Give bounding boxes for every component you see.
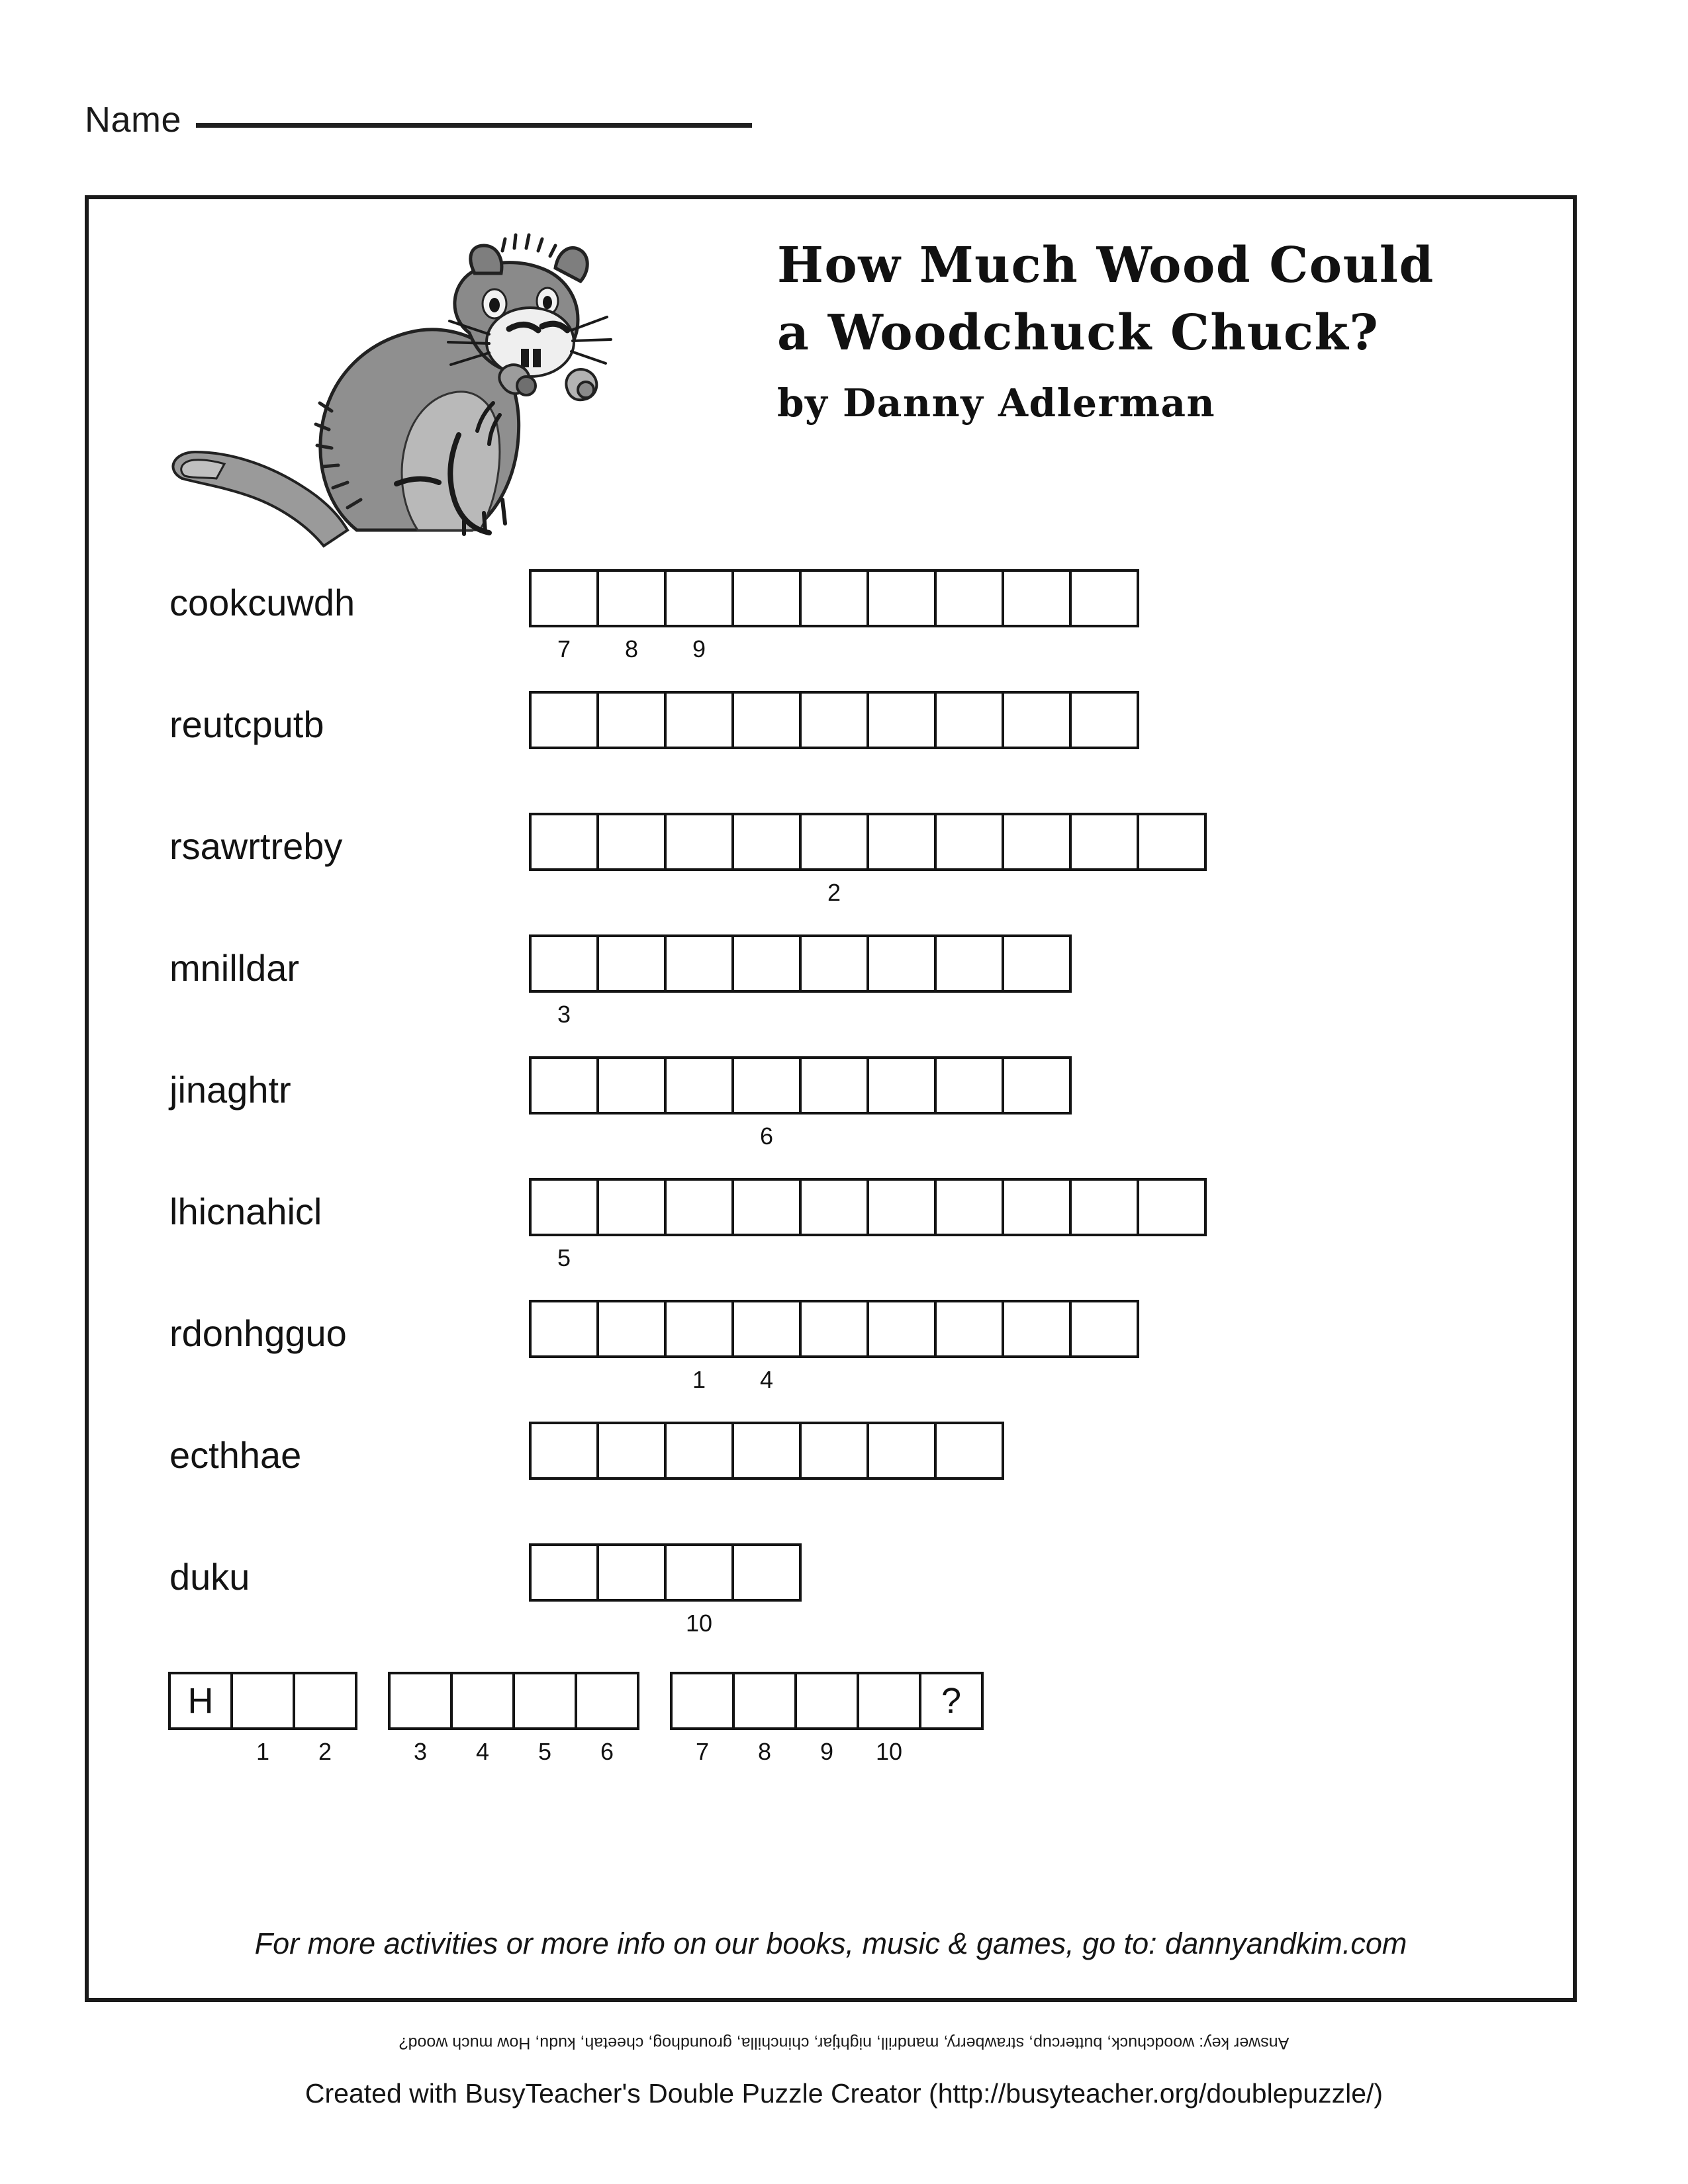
letter-cell[interactable] xyxy=(1002,1178,1072,1236)
letter-cell[interactable] xyxy=(867,1056,937,1115)
letter-cell[interactable] xyxy=(1002,569,1072,627)
cell-index-number: 1 xyxy=(692,1366,706,1393)
puzzle-word-rows xyxy=(89,560,1573,1656)
letter-cell[interactable] xyxy=(1137,1178,1207,1236)
answer-word-group xyxy=(388,1672,639,1765)
letter-cell[interactable] xyxy=(596,813,667,871)
letter-cell[interactable] xyxy=(731,1422,802,1480)
letter-cell[interactable] xyxy=(867,813,937,871)
cell-index-number: 6 xyxy=(759,1122,774,1150)
letter-cell[interactable] xyxy=(596,1300,667,1358)
cell-index-number: 2 xyxy=(827,879,841,906)
answer-cell-number: 8 xyxy=(757,1738,772,1765)
cell-index-number: 4 xyxy=(759,1366,774,1393)
puzzle-frame xyxy=(85,195,1577,2002)
cell-index-number: 8 xyxy=(624,635,639,662)
answer-cell-number: 5 xyxy=(538,1738,552,1765)
letter-cell[interactable] xyxy=(934,569,1004,627)
letter-cell-strip xyxy=(529,1543,802,1637)
letter-cell[interactable] xyxy=(867,691,937,749)
letter-cell[interactable] xyxy=(1069,813,1139,871)
scrambled-word: duku xyxy=(169,1556,250,1598)
letter-cell[interactable] xyxy=(529,1543,599,1602)
letter-cell[interactable] xyxy=(596,569,667,662)
final-answer-groups xyxy=(168,1672,984,1765)
letter-cell[interactable] xyxy=(664,1178,734,1236)
puzzle-row xyxy=(89,1534,1573,1656)
letter-cell[interactable] xyxy=(529,813,599,871)
answer-cell[interactable] xyxy=(857,1672,921,1765)
letter-cell[interactable] xyxy=(596,1543,667,1602)
scrambled-word: reutcputb xyxy=(169,704,324,745)
answer-cell-number: 2 xyxy=(318,1738,332,1765)
answer-cell-number: 1 xyxy=(256,1738,270,1765)
puzzle-row xyxy=(89,1047,1573,1169)
title-block xyxy=(777,237,1558,426)
answer-cell-letter: ? xyxy=(941,1681,962,1721)
letter-cell[interactable] xyxy=(596,1178,667,1236)
name-write-line[interactable] xyxy=(196,123,752,128)
letter-cell[interactable] xyxy=(1002,1056,1072,1115)
answer-cell[interactable] xyxy=(794,1672,859,1765)
answer-cell[interactable] xyxy=(732,1672,797,1765)
letter-cell[interactable] xyxy=(731,1543,802,1602)
letter-cell[interactable] xyxy=(731,691,802,749)
cell-index-number: 5 xyxy=(557,1244,571,1271)
letter-cell[interactable] xyxy=(867,934,937,993)
letter-cell[interactable] xyxy=(934,1300,1004,1358)
letter-cell-strip xyxy=(529,569,1139,662)
puzzle-row xyxy=(89,1412,1573,1534)
answer-cell-number: 3 xyxy=(413,1738,428,1765)
letter-cell[interactable] xyxy=(934,813,1004,871)
letter-cell[interactable] xyxy=(1069,569,1139,627)
answer-word-group xyxy=(168,1672,357,1765)
letter-cell[interactable] xyxy=(1069,1178,1139,1236)
scrambled-word: lhicnahicl xyxy=(169,1191,322,1232)
answer-cell[interactable] xyxy=(168,1672,233,1730)
letter-cell[interactable] xyxy=(1002,934,1072,993)
letter-cell[interactable] xyxy=(799,1300,869,1358)
letter-cell[interactable] xyxy=(664,1543,734,1637)
scrambled-word: jinaghtr xyxy=(169,1069,291,1111)
cell-index-number: 9 xyxy=(692,635,706,662)
letter-cell[interactable] xyxy=(529,1178,599,1271)
scrambled-word: mnilldar xyxy=(169,947,300,989)
letter-cell[interactable] xyxy=(664,1300,734,1393)
letter-cell[interactable] xyxy=(1002,813,1072,871)
letter-cell-strip xyxy=(529,934,1072,1028)
scrambled-word: rsawrtreby xyxy=(169,825,343,867)
cell-index-number: 10 xyxy=(685,1610,713,1637)
letter-cell[interactable] xyxy=(529,1422,599,1480)
scrambled-word: ecthhae xyxy=(169,1434,302,1476)
letter-cell[interactable] xyxy=(1069,1300,1139,1358)
letter-cell[interactable] xyxy=(529,1056,599,1115)
letter-cell-strip xyxy=(529,1422,1004,1480)
letter-cell[interactable] xyxy=(934,1056,1004,1115)
letter-cell[interactable] xyxy=(934,1422,1004,1480)
answer-cell-letter: H xyxy=(187,1681,214,1721)
letter-cell[interactable] xyxy=(799,1422,869,1480)
letter-cell-strip xyxy=(529,1300,1139,1393)
letter-cell[interactable] xyxy=(596,1056,667,1115)
answer-cell-number: 4 xyxy=(475,1738,490,1765)
scrambled-word: rdonhgguo xyxy=(169,1312,347,1354)
letter-cell[interactable] xyxy=(596,1422,667,1480)
answer-key-inverted: Answer key: woodchuck, buttercup, strawberry, mandrill, nightjar, chinchilla, groundhog, cheetah, kudu, How much wood? xyxy=(399,2034,1289,2052)
letter-cell[interactable] xyxy=(867,1300,937,1358)
puzzle-row xyxy=(89,1291,1573,1412)
letter-cell[interactable] xyxy=(867,569,937,627)
letter-cell[interactable] xyxy=(934,691,1004,749)
letter-cell[interactable] xyxy=(1002,1300,1072,1358)
letter-cell-strip xyxy=(529,1056,1072,1150)
cell-index-number: 7 xyxy=(557,635,571,662)
letter-cell[interactable] xyxy=(799,691,869,749)
answer-cell-number: 9 xyxy=(820,1738,834,1765)
letter-cell[interactable] xyxy=(529,691,599,749)
answer-cell[interactable] xyxy=(670,1672,735,1765)
letter-cell[interactable] xyxy=(934,934,1004,993)
worksheet-header xyxy=(89,199,1573,557)
answer-word-group xyxy=(670,1672,984,1765)
creator-credit: Created with BusyTeacher's Double Puzzle Creator (http://busyteacher.org/doublepuzzle/) xyxy=(305,2078,1383,2109)
answer-cell[interactable] xyxy=(919,1672,984,1730)
puzzle-row xyxy=(89,560,1573,682)
letter-cell[interactable] xyxy=(664,1056,734,1115)
letter-cell[interactable] xyxy=(799,1056,869,1115)
scrambled-word: cookcuwdh xyxy=(169,582,355,623)
letter-cell[interactable] xyxy=(731,1178,802,1236)
puzzle-row xyxy=(89,803,1573,925)
letter-cell[interactable] xyxy=(731,934,802,993)
letter-cell[interactable] xyxy=(731,1056,802,1150)
title-line-2: a Woodchuck Chuck? xyxy=(777,304,1380,362)
letter-cell[interactable] xyxy=(1069,691,1139,749)
letter-cell[interactable] xyxy=(799,1178,869,1236)
frame-note: For more activities or more info on our books, music & games, go to: dannyandkim.com xyxy=(254,1927,1407,1960)
answer-cell[interactable] xyxy=(230,1672,295,1765)
letter-cell[interactable] xyxy=(799,934,869,993)
title-line-1: How Much Wood Could xyxy=(777,237,1434,294)
letter-cell[interactable] xyxy=(1137,813,1207,871)
name-label: Name xyxy=(85,100,182,140)
letter-cell[interactable] xyxy=(529,569,599,662)
puzzle-row xyxy=(89,1169,1573,1291)
letter-cell[interactable] xyxy=(731,813,802,871)
letter-cell[interactable] xyxy=(731,569,802,627)
answer-cell[interactable] xyxy=(575,1672,639,1765)
letter-cell[interactable] xyxy=(1002,691,1072,749)
letter-cell[interactable] xyxy=(867,1178,937,1236)
name-row xyxy=(85,99,752,140)
byline: by Danny Adlerman xyxy=(777,381,1216,426)
letter-cell[interactable] xyxy=(664,569,734,662)
letter-cell[interactable] xyxy=(529,1300,599,1358)
letter-cell[interactable] xyxy=(664,1422,734,1480)
final-answer-area xyxy=(89,1672,1573,1784)
letter-cell[interactable] xyxy=(799,569,869,627)
letter-cell[interactable] xyxy=(664,813,734,871)
answer-cell[interactable] xyxy=(512,1672,577,1765)
answer-cell[interactable] xyxy=(293,1672,357,1765)
letter-cell-strip xyxy=(529,813,1207,906)
puzzle-row xyxy=(89,925,1573,1047)
answer-cell-number: 6 xyxy=(600,1738,614,1765)
letter-cell[interactable] xyxy=(867,1422,937,1480)
cell-index-number: 3 xyxy=(557,1001,571,1028)
answer-cell[interactable] xyxy=(450,1672,515,1765)
letter-cell[interactable] xyxy=(934,1178,1004,1236)
woodchuck-illustration xyxy=(158,219,635,550)
answer-cell-number: 10 xyxy=(875,1738,903,1765)
letter-cell-strip xyxy=(529,1178,1207,1271)
letter-cell[interactable] xyxy=(664,934,734,993)
puzzle-row xyxy=(89,682,1573,803)
letter-cell[interactable] xyxy=(664,691,734,749)
answer-cell[interactable] xyxy=(388,1672,453,1765)
letter-cell[interactable] xyxy=(799,813,869,906)
letter-cell-strip xyxy=(529,691,1139,749)
letter-cell[interactable] xyxy=(596,934,667,993)
letter-cell[interactable] xyxy=(731,1300,802,1393)
letter-cell[interactable] xyxy=(529,934,599,1028)
answer-cell-number: 7 xyxy=(695,1738,710,1765)
letter-cell[interactable] xyxy=(596,691,667,749)
